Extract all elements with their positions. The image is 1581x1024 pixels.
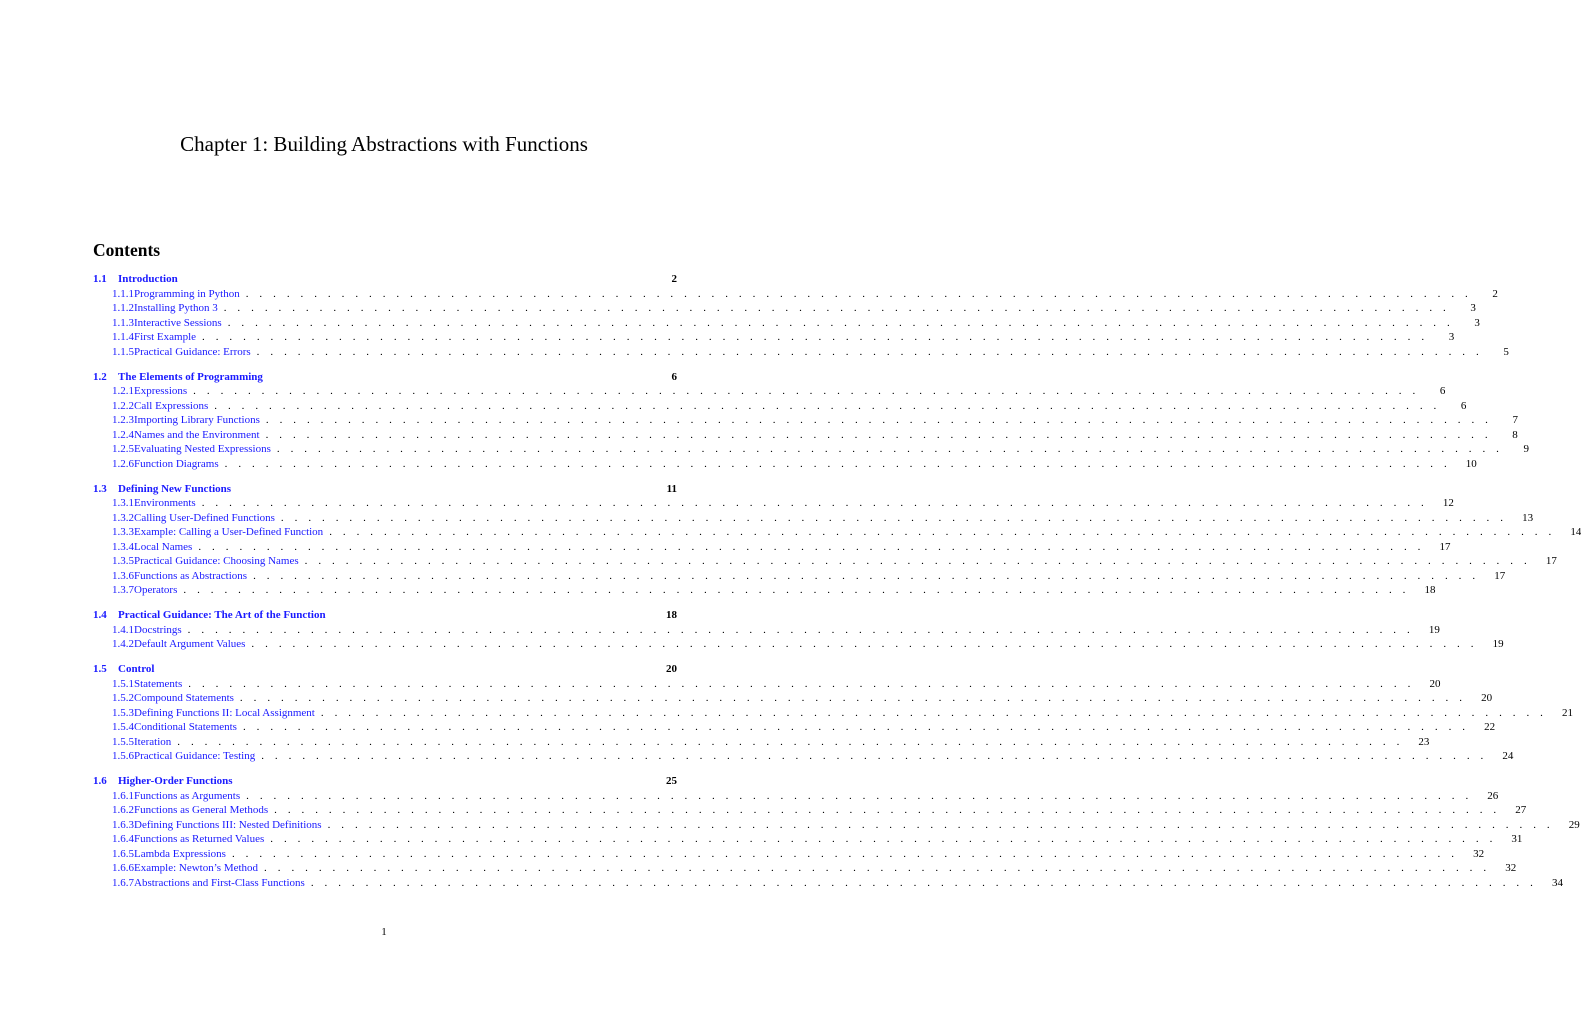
toc-subsection-link[interactable]: Interactive Sessions — [134, 316, 222, 329]
toc-page-number: 19 — [1428, 623, 1440, 636]
toc-leader-dots: . . . . . . . . . . . . . . . . . . . . . . . . . . . . . . . . . . . . . . . . . . . . . . . . . . . . . . . . . . . . . . . . . . . . . . . . . . . . . . . . . . . . . . . . . . — [227, 316, 1454, 329]
toc-subsection-link[interactable]: Functions as General Methods — [134, 804, 269, 816]
toc-subsection-number[interactable]: 1.3.6 — [112, 569, 134, 582]
toc-leader-dots: . . . . . . . . . . . . . . . . . . . . . . . . . . . . . . . . . . . . . . . . . . . . . . . . . . . . . . . . . . . . . . . . . . . . . . . . . . . . . . . . . . . . . . . . . . — [177, 735, 1404, 748]
toc-subsection-link[interactable]: Operators — [134, 584, 178, 596]
toc-subsection-number[interactable]: 1.3.4 — [112, 540, 134, 553]
toc-leader-dots: . . . . . . . . . . . . . . . . . . . . . . . . . . . . . . . . . . . . . . . . . . . . . . . . . . . . . . . . . . . . . . . . . . . . . . . . . . . . . . . . . . . . . . . . . . — [264, 862, 1491, 874]
toc-leader-dots: . . . . . . . . . . . . . . . . . . . . . . . . . . . . . . . . . . . . . . . . . . . . . . . . . . . . . . . . . . . . . . . . . . . . . . . . . . . . . . . . . . . . . . . . . . — [198, 540, 1425, 553]
toc-section-link[interactable]: Introduction — [118, 273, 178, 285]
toc-leader-dots: . . . . . . . . . . . . . . . . . . . . . . . . . . . . . . . . . . . . . . . . . . . . . . . . . . . . . . . . . . . . . . . . . . . . . . . . . . . . . . . . . . . . . . . . . . — [327, 818, 1554, 831]
toc-page-number: 6 — [1460, 399, 1467, 412]
toc-page-number: 6 — [1439, 385, 1446, 397]
toc-subsection-number[interactable]: 1.2.6 — [112, 457, 134, 470]
toc-leader-dots: . . . . . . . . . . . . . . . . . . . . . . . . . . . . . . . . . . . . . . . . . . . . . . . . . . . . . . . . . . . . . . . . . . . . . . . . . . . . . . . . . . . . . . . . . . — [270, 833, 1497, 845]
toc-subsection-number[interactable]: 1.3.7 — [112, 584, 134, 596]
page-number: 1 — [381, 926, 387, 938]
toc-subsection-number[interactable]: 1.1.4 — [112, 331, 134, 343]
toc-leader-dots: . . . . . . . . . . . . . . . . . . . . . . . . . . . . . . . . . . . . . . . . . . . . . . . . . . . . . . . . . . . . . . . . . . . . . . . . . . . . . . . . . . . . . . . . . . — [242, 721, 1470, 733]
toc-subsection-link[interactable]: Statements — [134, 677, 183, 690]
toc-subsection-link[interactable]: Conditional Statements — [134, 721, 237, 733]
toc-subsection-entry[interactable] — [93, 720, 1496, 735]
toc-page-number: 3 — [1448, 331, 1455, 343]
toc-page-number: 31 — [1511, 833, 1523, 845]
toc-section — [93, 370, 1530, 472]
toc-page-number: 17 — [1494, 569, 1506, 582]
toc-leader-dots: . . . . . . . . . . . . . . . . . . . . . . . . . . . . . . . . . . . . . . . . . . . . . . . . . . . . . . . . . . . . . . . . . . . . . . . . . . . . . . . . . . . . . . . . . . — [253, 569, 1480, 582]
toc-leader-dots: . . . . . . . . . . . . . . . . . . . . . . . . . . . . . . . . . . . . . . . . . . . . . . . . . . . . . . . . . . . . . . . . . . . . . . . . . . . . . . . . . . . . . . . . . . — [224, 457, 1451, 470]
toc-section-number[interactable]: 1.5 — [93, 663, 107, 675]
toc-leader-dots: . . . . . . . . . . . . . . . . . . . . . . . . . . . . . . . . . . . . . . . . . . . . . . . . . . . . . . . . . . . . . . . . . . . . . . . . . . . . . . . . . . . . . . . . . . — [304, 555, 1531, 567]
toc-page-number: 32 — [1473, 847, 1485, 860]
toc-subsection-number[interactable]: 1.6.3 — [112, 818, 134, 831]
toc-page-number: 3 — [1470, 302, 1476, 314]
toc-section-entry[interactable] — [93, 774, 677, 789]
toc-subsection-entry[interactable] — [93, 569, 1506, 584]
toc-leader-dots: . . . . . . . . . . . . . . . . . . . . . . . . . . . . . . . . . . . . . . . . . . . . . . . . . . . . . . . . . . . . . . . . . . . . . . . . . . . . . . . . . . . . . . . . . . — [214, 399, 1441, 412]
toc-subsection-entry[interactable] — [93, 623, 1440, 638]
toc-leader-dots: . . . . . . . . . . . . . . . . . . . . . . . . . . . . . . . . . . . . . . . . . . . . . . . . . . . . . . . . . . . . . . . . . . . . . . . . . . . . . . . . . . . . . . . . . . — [251, 638, 1478, 650]
toc-subsection-link[interactable]: Environments — [134, 497, 196, 509]
toc-page-number: 18 — [666, 609, 677, 621]
toc-subsection-number[interactable]: 1.3.5 — [112, 555, 134, 567]
toc-subsection-link[interactable]: Practical Guidance: Testing — [134, 750, 256, 762]
toc-subsection-number[interactable]: 1.6.4 — [112, 833, 134, 845]
toc-section — [93, 662, 1574, 764]
toc-subsection-entry[interactable] — [93, 330, 1455, 345]
toc-leader-dots: . . . . . . . . . . . . . . . . . . . . . . . . . . . . . . . . . . . . . . . . . . . . . . . . . . . . . . . . . . . . . . . . . . . . . . . . . . . . . . . . . . . . . . . . . . — [239, 692, 1467, 704]
toc-page-number: 8 — [1512, 428, 1518, 441]
toc-section-entry[interactable] — [93, 272, 677, 287]
toc-page-number: 20 — [1481, 692, 1493, 704]
toc-subsection-entry[interactable] — [93, 789, 1499, 804]
toc-subsection-entry[interactable] — [93, 413, 1519, 428]
toc-subsection-entry[interactable] — [93, 316, 1480, 331]
toc-page-number: 2 — [671, 273, 677, 285]
toc-subsection-entry[interactable] — [93, 637, 1504, 652]
toc-subsection-link[interactable]: Practical Guidance: Errors — [134, 345, 251, 358]
toc-subsection-number[interactable]: 1.6.7 — [112, 876, 134, 889]
toc-subsection-link[interactable]: Installing Python 3 — [134, 302, 218, 314]
toc-page-number: 3 — [1474, 316, 1480, 329]
toc-leader-dots: . . . . . . . . . . . . . . . . . . . . . . . . . . . . . . . . . . . . . . . . . . . . . . . . . . . . . . . . . . . . . . . . . . . . . . . . . . . . . . . . . . . . . . . . . . — [201, 497, 1428, 509]
toc-subsection-number[interactable]: 1.6.6 — [112, 862, 134, 874]
toc-subsection-entry[interactable] — [93, 511, 1534, 526]
toc-subsection-number[interactable]: 1.2.5 — [112, 443, 134, 455]
toc-subsection-link[interactable]: Importing Library Functions — [134, 414, 260, 426]
toc-section — [93, 272, 1509, 359]
toc-section — [93, 482, 1581, 598]
toc-section — [93, 774, 1580, 890]
toc-section-number[interactable]: 1.2 — [93, 370, 107, 383]
toc-subsection-link[interactable]: Call Expressions — [134, 399, 209, 412]
toc-section-entry[interactable] — [93, 370, 677, 385]
toc-page-number: 9 — [1523, 443, 1530, 455]
toc-page-number: 20 — [1429, 677, 1441, 690]
toc-subsection-entry[interactable] — [93, 691, 1493, 706]
toc-section-entry[interactable] — [93, 608, 677, 623]
toc-leader-dots: . . . . . . . . . . . . . . . . . . . . . . . . . . . . . . . . . . . . . . . . . . . . . . . . . . . . . . . . . . . . . . . . . . . . . . . . . . . . . . . . . . . . . . . . . . — [276, 443, 1504, 455]
toc-leader-dots: . . . . . . . . . . . . . . . . . . . . . . . . . . . . . . . . . . . . . . . . . . . . . . . . . . . . . . . . . . . . . . . . . . . . . . . . . . . . . . . . . . . . . . . . . . — [329, 526, 1556, 538]
toc-page-number: 14 — [1570, 526, 1581, 538]
toc-subsection-number[interactable]: 1.3.3 — [112, 526, 134, 538]
toc-section-link[interactable]: Practical Guidance: The Art of the Function — [118, 609, 326, 621]
toc-page-number: 26 — [1487, 789, 1499, 802]
toc-subsection-number[interactable]: 1.6.5 — [112, 847, 134, 860]
toc-subsection-entry[interactable] — [93, 540, 1451, 555]
toc-page-number: 6 — [671, 370, 677, 383]
toc-subsection-entry[interactable] — [93, 442, 1530, 457]
toc-subsection-link[interactable]: Example: Calling a User-Defined Function — [134, 526, 324, 538]
toc-page-number: 19 — [1492, 638, 1504, 650]
toc-section-link[interactable]: The Elements of Programming — [118, 370, 263, 383]
toc-leader-dots: . . . . . . . . . . . . . . . . . . . . . . . . . . . . . . . . . . . . . . . . . . . . . . . . . . . . . . . . . . . . . . . . . . . . . . . . . . . . . . . . . . . . . . . . . . — [280, 511, 1508, 524]
toc-subsection-link[interactable]: Abstractions and First-Class Functions — [134, 876, 305, 889]
toc-leader-dots: . . . . . . . . . . . . . . . . . . . . . . . . . . . . . . . . . . . . . . . . . . . . . . . . . . . . . . . . . . . . . . . . . . . . . . . . . . . . . . . . . . . . . . . . . . — [245, 287, 1472, 300]
toc-leader-dots: . . . . . . . . . . . . . . . . . . . . . . . . . . . . . . . . . . . . . . . . . . . . . . . . . . . . . . . . . . . . . . . . . . . . . . . . . . . . . . . . . . . . . . . . . . — [310, 876, 1537, 889]
toc-section-link[interactable]: Control — [118, 663, 155, 675]
toc-subsection-entry[interactable] — [93, 749, 1514, 764]
toc-section-link[interactable]: Higher-Order Functions — [118, 775, 233, 787]
toc-subsection-entry[interactable] — [93, 876, 1563, 891]
toc-leader-dots: . . . . . . . . . . . . . . . . . . . . . . . . . . . . . . . . . . . . . . . . . . . . . . . . . . . . . . . . . . . . . . . . . . . . . . . . . . . . . . . . . . . . . . . . . . — [223, 302, 1450, 314]
toc-subsection-number[interactable]: 1.6.1 — [112, 789, 134, 802]
toc-page-number: 12 — [1442, 497, 1454, 509]
toc-page-number: 32 — [1505, 862, 1517, 874]
toc-subsection-entry[interactable] — [93, 457, 1477, 472]
toc-subsection-entry[interactable] — [93, 861, 1517, 876]
toc-subsection-link[interactable]: Practical Guidance: Choosing Names — [134, 555, 299, 567]
toc-section-entry[interactable] — [93, 482, 677, 497]
toc-leader-dots: . . . . . . . . . . . . . . . . . . . . . . . . . . . . . . . . . . . . . . . . . . . . . . . . . . . . . . . . . . . . . . . . . . . . . . . . . . . . . . . . . . . . . . . . . . — [183, 584, 1410, 596]
toc-subsection-link[interactable]: Expressions — [134, 385, 188, 397]
toc-subsection-number[interactable]: 1.4.1 — [112, 623, 134, 636]
toc-subsection-link[interactable]: Functions as Arguments — [134, 789, 241, 802]
toc-leader-dots: . . . . . . . . . . . . . . . . . . . . . . . . . . . . . . . . . . . . . . . . . . . . . . . . . . . . . . . . . . . . . . . . . . . . . . . . . . . . . . . . . . . . . . . . . . — [202, 331, 1429, 343]
toc-subsection-number[interactable]: 1.2.1 — [112, 385, 134, 397]
toc-subsection-entry[interactable] — [93, 399, 1467, 414]
toc-section-entry[interactable] — [93, 662, 677, 677]
toc-page-number: 5 — [1503, 345, 1509, 358]
toc-page-number: 10 — [1465, 457, 1477, 470]
toc-page-number: 18 — [1424, 584, 1436, 596]
toc-subsection-number[interactable]: 1.1.3 — [112, 316, 134, 329]
toc-page-number: 7 — [1512, 414, 1519, 426]
toc-subsection-link[interactable]: Iteration — [134, 735, 172, 748]
toc-page-number: 21 — [1562, 706, 1574, 719]
toc-leader-dots: . . . . . . . . . . . . . . . . . . . . . . . . . . . . . . . . . . . . . . . . . . . . . . . . . . . . . . . . . . . . . . . . . . . . . . . . . . . . . . . . . . . . . . . . . . — [246, 789, 1473, 802]
toc-subsection-entry[interactable] — [93, 832, 1523, 847]
table-of-contents — [93, 272, 1581, 901]
toc-subsection-link[interactable]: Lambda Expressions — [134, 847, 226, 860]
toc-subsection-entry[interactable] — [93, 803, 1527, 818]
toc-subsection-link[interactable]: Calling User-Defined Functions — [134, 511, 275, 524]
toc-subsection-number[interactable]: 1.5.5 — [112, 735, 134, 748]
toc-page-number: 25 — [666, 775, 677, 787]
contents-heading: Contents — [93, 240, 161, 260]
toc-page-number: 22 — [1484, 721, 1496, 733]
toc-section — [93, 608, 1504, 652]
toc-subsection-number[interactable]: 1.1.1 — [112, 287, 134, 300]
toc-page-number: 29 — [1568, 818, 1580, 831]
toc-leader-dots: . . . . . . . . . . . . . . . . . . . . . . . . . . . . . . . . . . . . . . . . . . . . . . . . . . . . . . . . . . . . . . . . . . . . . . . . . . . . . . . . . . . . . . . . . . — [261, 750, 1488, 762]
toc-subsection-link[interactable]: Names and the Environment — [134, 428, 260, 441]
toc-subsection-entry[interactable] — [93, 345, 1509, 360]
toc-page-number: 2 — [1492, 287, 1498, 300]
toc-leader-dots: . . . . . . . . . . . . . . . . . . . . . . . . . . . . . . . . . . . . . . . . . . . . . . . . . . . . . . . . . . . . . . . . . . . . . . . . . . . . . . . . . . . . . . . . . . — [231, 847, 1459, 860]
toc-subsection-link[interactable]: Functions as Returned Values — [134, 833, 265, 845]
toc-subsection-number[interactable]: 1.3.2 — [112, 511, 134, 524]
toc-subsection-number[interactable]: 1.1.5 — [112, 345, 134, 358]
toc-leader-dots: . . . . . . . . . . . . . . . . . . . . . . . . . . . . . . . . . . . . . . . . . . . . . . . . . . . . . . . . . . . . . . . . . . . . . . . . . . . . . . . . . . . . . . . . . . — [188, 677, 1415, 690]
toc-subsection-number[interactable]: 1.5.2 — [112, 692, 134, 704]
toc-subsection-entry[interactable] — [93, 735, 1430, 750]
toc-section-number[interactable]: 1.3 — [93, 482, 107, 495]
toc-subsection-link[interactable]: Local Names — [134, 540, 193, 553]
toc-subsection-link[interactable]: First Example — [134, 331, 197, 343]
toc-subsection-entry[interactable] — [93, 583, 1436, 598]
toc-section-number[interactable]: 1.1 — [93, 273, 107, 285]
toc-subsection-link[interactable]: Docstrings — [134, 623, 182, 636]
toc-subsection-link[interactable]: Evaluating Nested Expressions — [134, 443, 271, 455]
toc-leader-dots: . . . . . . . . . . . . . . . . . . . . . . . . . . . . . . . . . . . . . . . . . . . . . . . . . . . . . . . . . . . . . . . . . . . . . . . . . . . . . . . . . . . . . . . . . . — [265, 414, 1493, 426]
toc-page-number: 20 — [666, 663, 677, 675]
toc-subsection-entry[interactable] — [93, 706, 1574, 721]
toc-subsection-entry[interactable] — [93, 301, 1476, 316]
toc-subsection-entry[interactable] — [93, 677, 1441, 692]
toc-subsection-number[interactable]: 1.2.4 — [112, 428, 134, 441]
toc-subsection-number[interactable]: 1.3.1 — [112, 497, 134, 509]
toc-subsection-number[interactable]: 1.2.2 — [112, 399, 134, 412]
toc-page-number: 17 — [1545, 555, 1557, 567]
toc-subsection-entry[interactable] — [93, 287, 1498, 302]
toc-page-number: 23 — [1418, 735, 1430, 748]
toc-page-number: 11 — [666, 482, 677, 495]
toc-subsection-number[interactable]: 1.6.2 — [112, 804, 134, 816]
toc-section-number[interactable]: 1.6 — [93, 775, 107, 787]
toc-leader-dots: . . . . . . . . . . . . . . . . . . . . . . . . . . . . . . . . . . . . . . . . . . . . . . . . . . . . . . . . . . . . . . . . . . . . . . . . . . . . . . . . . . . . . . . . . . — [274, 804, 1501, 816]
toc-subsection-number[interactable]: 1.1.2 — [112, 302, 134, 314]
toc-subsection-link[interactable]: Function Diagrams — [134, 457, 219, 470]
toc-subsection-entry[interactable] — [93, 496, 1454, 511]
toc-leader-dots: . . . . . . . . . . . . . . . . . . . . . . . . . . . . . . . . . . . . . . . . . . . . . . . . . . . . . . . . . . . . . . . . . . . . . . . . . . . . . . . . . . . . . . . . . . — [320, 706, 1548, 719]
toc-subsection-number[interactable]: 1.5.6 — [112, 750, 134, 762]
toc-page-number: 34 — [1551, 876, 1563, 889]
toc-subsection-number[interactable]: 1.4.2 — [112, 638, 134, 650]
toc-leader-dots: . . . . . . . . . . . . . . . . . . . . . . . . . . . . . . . . . . . . . . . . . . . . . . . . . . . . . . . . . . . . . . . . . . . . . . . . . . . . . . . . . . . . . . . . . . — [256, 345, 1483, 358]
toc-subsection-link[interactable]: Compound Statements — [134, 692, 234, 704]
toc-page-number: 17 — [1439, 540, 1451, 553]
toc-leader-dots: . . . . . . . . . . . . . . . . . . . . . . . . . . . . . . . . . . . . . . . . . . . . . . . . . . . . . . . . . . . . . . . . . . . . . . . . . . . . . . . . . . . . . . . . . . — [265, 428, 1492, 441]
toc-subsection-entry[interactable] — [93, 847, 1485, 862]
toc-page-number: 13 — [1522, 511, 1534, 524]
toc-section-number[interactable]: 1.4 — [93, 609, 107, 621]
toc-subsection-number[interactable]: 1.2.3 — [112, 414, 134, 426]
toc-subsection-link[interactable]: Example: Newton’s Method — [134, 862, 259, 874]
toc-subsection-link[interactable]: Defining Functions II: Local Assignment — [134, 706, 315, 719]
toc-page-number: 24 — [1502, 750, 1514, 762]
toc-subsection-link[interactable]: Defining Functions III: Nested Definitions — [134, 818, 322, 831]
toc-subsection-entry[interactable] — [93, 525, 1581, 540]
toc-subsection-number[interactable]: 1.5.1 — [112, 677, 134, 690]
toc-subsection-link[interactable]: Functions as Abstractions — [134, 569, 248, 582]
toc-leader-dots: . . . . . . . . . . . . . . . . . . . . . . . . . . . . . . . . . . . . . . . . . . . . . . . . . . . . . . . . . . . . . . . . . . . . . . . . . . . . . . . . . . . . . . . . . . — [193, 385, 1420, 397]
toc-subsection-link[interactable]: Programming in Python — [134, 287, 240, 300]
toc-subsection-number[interactable]: 1.5.3 — [112, 706, 134, 719]
toc-leader-dots: . . . . . . . . . . . . . . . . . . . . . . . . . . . . . . . . . . . . . . . . . . . . . . . . . . . . . . . . . . . . . . . . . . . . . . . . . . . . . . . . . . . . . . . . . . — [187, 623, 1414, 636]
toc-subsection-number[interactable]: 1.5.4 — [112, 721, 134, 733]
toc-subsection-entry[interactable] — [93, 384, 1446, 399]
toc-section-link[interactable]: Defining New Functions — [118, 482, 232, 495]
toc-subsection-entry[interactable] — [93, 428, 1518, 443]
toc-subsection-entry[interactable] — [93, 818, 1580, 833]
chapter-title: Chapter 1: Building Abstractions with Functions — [180, 132, 588, 156]
toc-page-number: 27 — [1515, 804, 1527, 816]
toc-subsection-entry[interactable] — [93, 554, 1557, 569]
toc-subsection-link[interactable]: Default Argument Values — [134, 638, 246, 650]
